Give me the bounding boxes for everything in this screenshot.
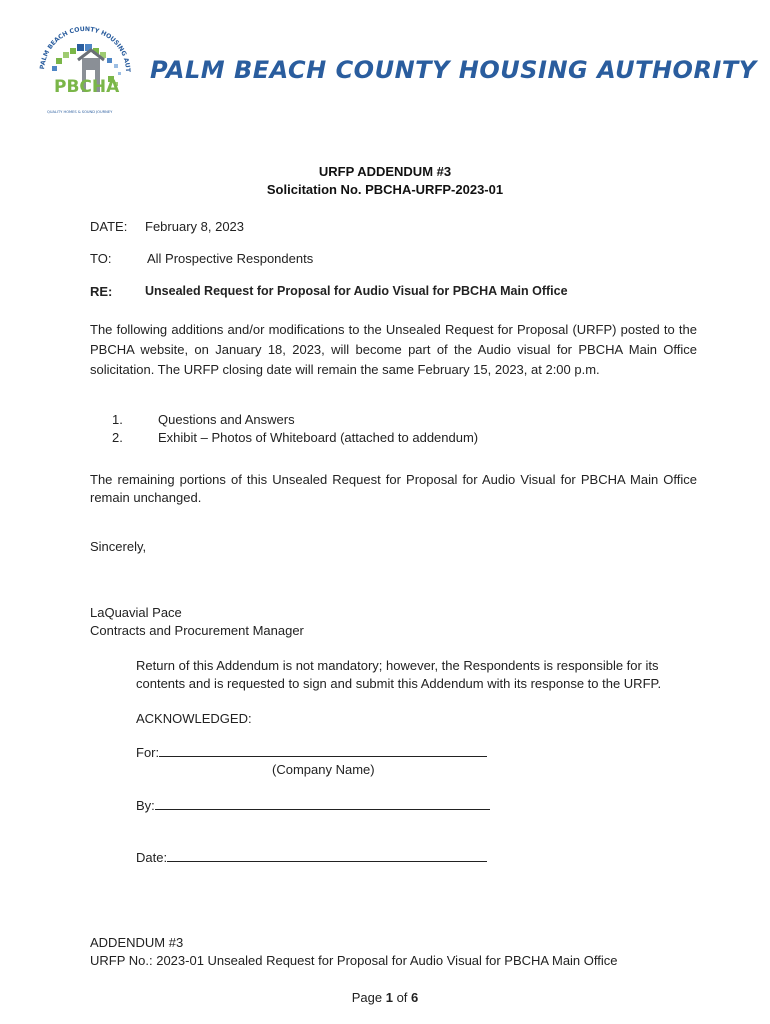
organization-title: PALM BEACH COUNTY HOUSING AUTHORITY xyxy=(150,56,757,84)
list-item-number: 1. xyxy=(112,412,123,427)
solicitation-number: Solicitation No. PBCHA-URFP-2023-01 xyxy=(266,182,504,197)
page-current: 1 xyxy=(385,990,393,1005)
by-signature-line[interactable] xyxy=(155,797,490,810)
re-label: RE: xyxy=(90,284,113,299)
to-label: TO: xyxy=(90,251,112,266)
for-field[interactable] xyxy=(136,744,487,760)
return-notice xyxy=(136,657,672,693)
list-item: Exhibit – Photos of Whiteboard (attached to addendum) xyxy=(158,430,479,445)
company-name-caption: (Company Name) xyxy=(272,762,375,777)
page-of: of xyxy=(396,990,408,1005)
page-total: 6 xyxy=(411,990,419,1005)
by-label: By: xyxy=(136,798,155,813)
date-label: DATE: xyxy=(90,219,128,234)
remaining-paragraph xyxy=(90,471,697,507)
addendum-title: URFP ADDENDUM #3 xyxy=(318,164,452,179)
date-sig-label: Date: xyxy=(136,850,168,865)
page-indicator xyxy=(0,990,770,1005)
intro-text: The following additions and/or modifications to the Unsealed Request for Proposal (URFP) posted to the PBCHA website, on January 18, 2023, will become part of the Audio visual for PBCHA Main Office solicitation. The URFP closing date will remain the same February 15, 2023, at 2:00 p.m. xyxy=(90,322,697,377)
intro-paragraph xyxy=(90,320,697,380)
date-field[interactable] xyxy=(136,849,487,865)
date-value: February 8, 2023 xyxy=(145,219,245,234)
company-name-line[interactable] xyxy=(159,744,487,757)
logo-arc-text: PALM BEACH COUNTY HOUSING AUT xyxy=(39,25,132,73)
page-word: Page xyxy=(351,990,383,1005)
list-item-number: 2. xyxy=(112,430,123,445)
return-notice-text: Return of this Addendum is not mandatory; however, the Respondents is responsible for its contents and is requested to sign and submit this Addendum with its response to the URFP. xyxy=(136,658,662,691)
to-value: All Prospective Respondents xyxy=(147,251,314,266)
pbcha-logo-graphic xyxy=(30,14,140,124)
logo-tagline: QUALITY HOMES & SOUND JOURNEY xyxy=(47,110,113,114)
closing: Sincerely, xyxy=(90,539,147,554)
re-value: Unsealed Request for Proposal for Audio Visual for PBCHA Main Office xyxy=(145,284,568,298)
footer-urfp: URFP No.: 2023-01 Unsealed Request for Proposal for Audio Visual for PBCHA Main Office xyxy=(90,953,618,968)
by-field[interactable] xyxy=(136,797,490,813)
acknowledged-label: ACKNOWLEDGED: xyxy=(136,711,252,726)
date-signature-line[interactable] xyxy=(167,849,487,862)
remaining-text: The remaining portions of this Unsealed Request for Proposal for Audio Visual for PBCHA Main Office remain unchanged. xyxy=(90,472,697,505)
signer-name: LaQuavial Pace xyxy=(90,605,182,620)
for-label: For: xyxy=(136,745,160,760)
list-item: Questions and Answers xyxy=(158,412,295,427)
signer-title: Contracts and Procurement Manager xyxy=(90,623,304,638)
footer-addendum: ADDENDUM #3 xyxy=(90,935,184,950)
logo-initials: PBCHA xyxy=(54,77,120,97)
pbcha-logo xyxy=(30,14,140,124)
